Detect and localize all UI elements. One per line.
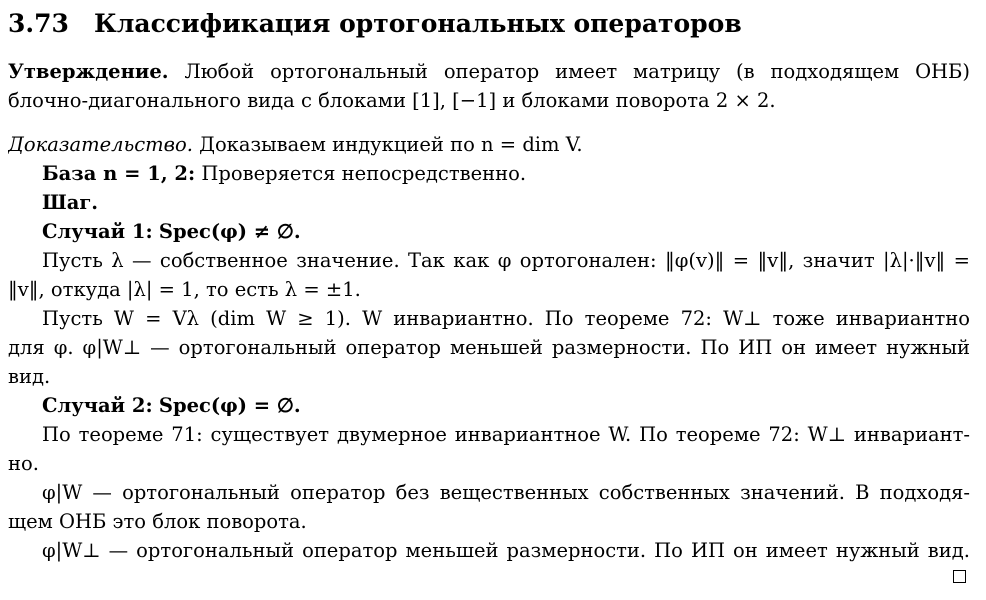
- case1-heading: [42, 217, 970, 246]
- case2-condition: Spec(φ) = ∅.: [158, 394, 301, 417]
- case1-label: Случай 1:: [42, 220, 153, 243]
- case1-p2-line-2: для φ. φ|W⊥ — ортогональный оператор меньшей размерности. По ИП он имеет нужный: [8, 336, 970, 359]
- case1-p1-line-1: Пусть λ — собственное значение. Так как φ ортогонален: ‖φ(v)‖ = ‖v‖, значит |λ|·‖v‖ =: [42, 249, 970, 272]
- section-title: Классификация ортогональных операторов: [94, 9, 742, 38]
- case1-condition: Spec(φ) ≠ ∅.: [158, 220, 301, 243]
- case1-p2-line-1: Пусть W = Vλ (dim W ≥ 1). W инвариантно. По теореме 72: W⊥ тоже инвариантно: [42, 307, 970, 330]
- case2-p2-line-1: φ|W — ортогональный оператор без вещественных собственных значений. В подходя-: [42, 481, 970, 504]
- qed-square-icon: [953, 570, 966, 583]
- statement-line-1: [8, 57, 970, 86]
- case1-p1-line-2: ‖v‖, откуда |λ| = 1, то есть λ = ±1.: [8, 278, 361, 301]
- statement-line-2: [8, 86, 970, 115]
- base-label: База n = 1, 2:: [42, 162, 196, 185]
- step-label: Шаг.: [42, 191, 99, 214]
- statement-label: Утверждение.: [8, 60, 169, 83]
- proof-intro: Доказываем индукцией по n = dim V.: [199, 133, 583, 156]
- base-line: [42, 159, 970, 188]
- case2-heading: [42, 391, 970, 420]
- case2-p1-line-1: По теореме 71: существует двумерное инвариантное W. По теореме 72: W⊥ инвариант-: [42, 423, 970, 446]
- proof-intro-line: [8, 130, 970, 159]
- case2-label: Случай 2:: [42, 394, 153, 417]
- case2-p1-line-2: но.: [8, 452, 39, 475]
- proof-label: Доказательство.: [8, 133, 193, 156]
- statement-text-1: Любой ортогональный оператор имеет матрицу (в подходящем ОНБ): [184, 60, 970, 83]
- statement-text-2: блочно-диагонального вида с блоками [1], [−1] и блоками поворота 2 × 2.: [8, 89, 776, 112]
- base-text: Проверяется непосредственно.: [201, 162, 527, 185]
- section-heading: [8, 6, 968, 42]
- case2-p3-line-1: φ|W⊥ — ортогональный оператор меньшей размерности. По ИП он имеет нужный вид.: [42, 539, 970, 562]
- case1-p2-line-3: вид.: [8, 365, 51, 388]
- case2-p2-line-2: щем ОНБ это блок поворота.: [8, 510, 307, 533]
- section-number: 3.73: [8, 9, 69, 38]
